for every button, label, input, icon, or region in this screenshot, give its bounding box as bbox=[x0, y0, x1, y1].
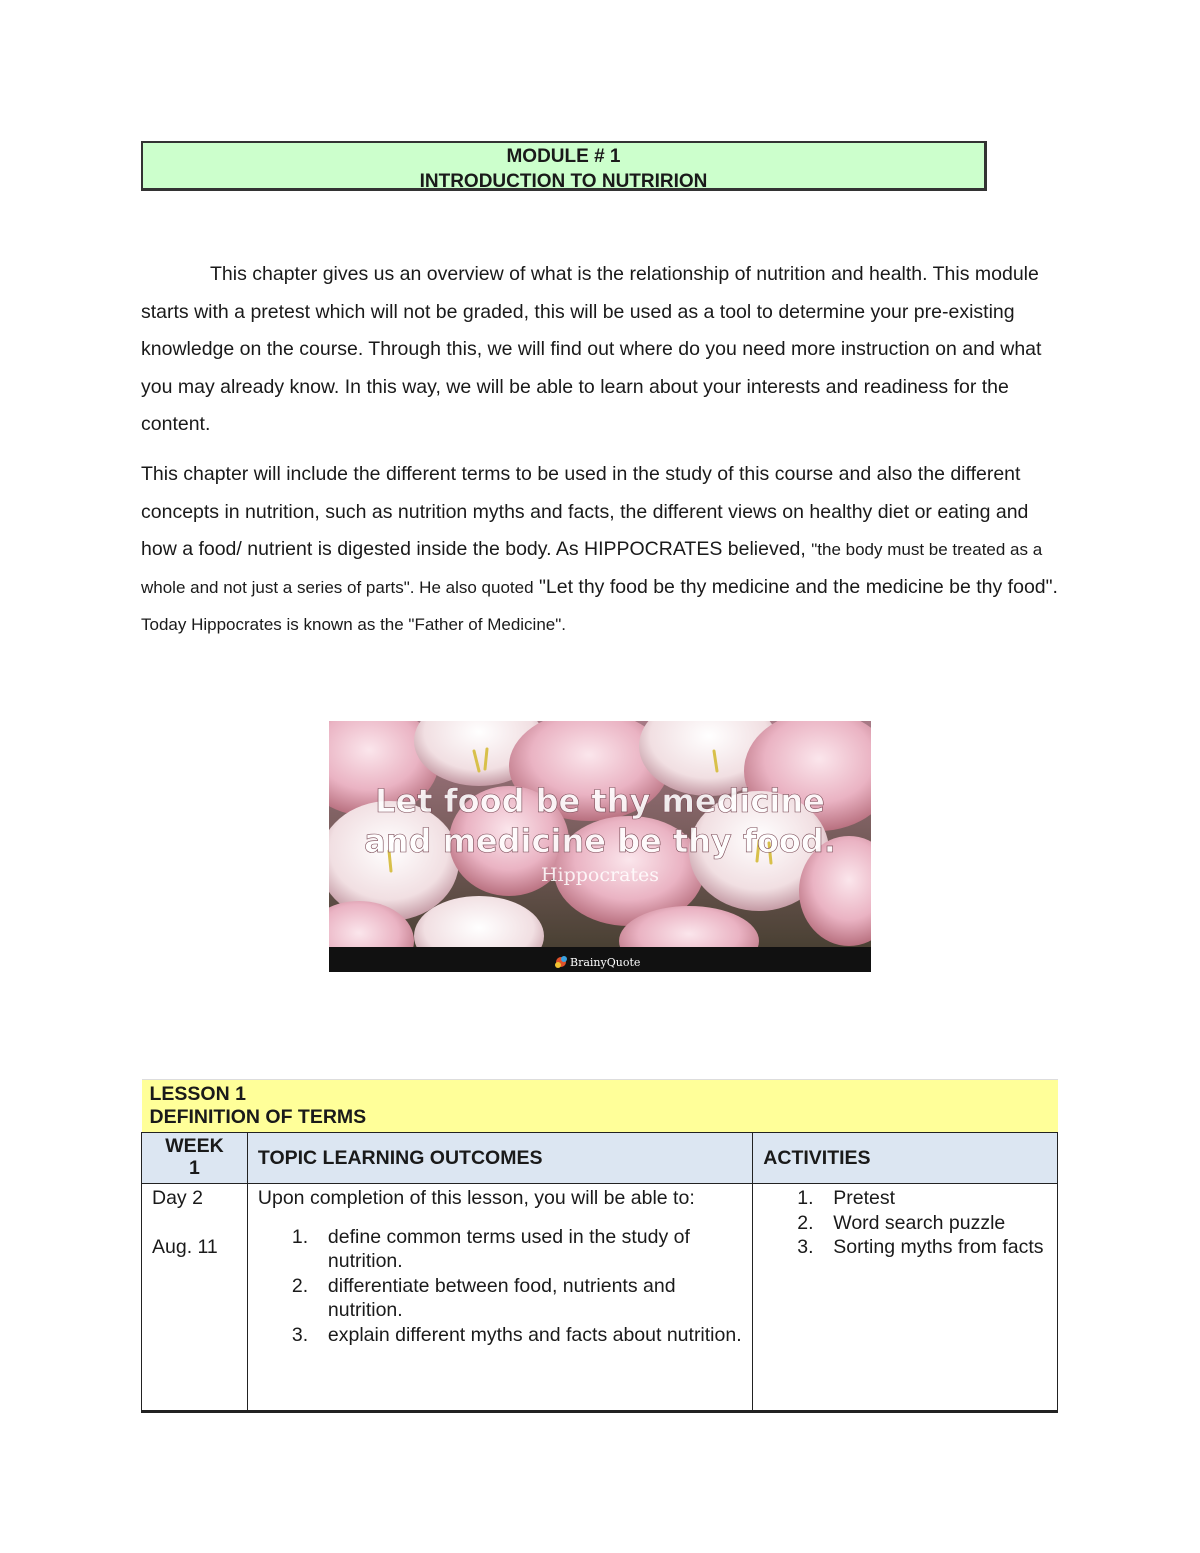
quote-line-1: Let food be thy medicine bbox=[375, 782, 825, 820]
activities-header: ACTIVITIES bbox=[753, 1133, 1058, 1184]
schedule-cell bbox=[142, 1184, 248, 1412]
hippocrates-quote-image bbox=[329, 721, 871, 972]
activities-cell bbox=[753, 1184, 1058, 1412]
father-of-medicine-text: Today Hippocrates is known as the "Father of Medicine". bbox=[141, 615, 566, 634]
list-item: 2. differentiate between food, nutrients and nutrition. bbox=[291, 1274, 676, 1321]
quote-author: Hippocrates bbox=[540, 864, 660, 886]
module-title-box bbox=[141, 141, 987, 191]
lesson-title: DEFINITION OF TERMS bbox=[149, 1106, 367, 1128]
module-number: MODULE # 1 bbox=[506, 146, 621, 167]
module-title: INTRODUCTION TO NUTRIRION bbox=[419, 171, 708, 192]
activities-list bbox=[763, 1186, 1047, 1260]
list-item: 1. Pretest bbox=[797, 1187, 896, 1209]
concepts-text: This chapter will include the different terms to be used in the study of this course and also the different concepts in nutrition, such as nutrition myths and facts, the different views on healthy diet or eating and how a food/ nutrient is digested inside the body. As HIPPOCRATES believed, bbox=[141, 463, 1029, 560]
lesson-table bbox=[141, 1079, 1058, 1413]
outcomes-list bbox=[258, 1225, 742, 1348]
hippocrates-belief-quote: "the body must be treated as a whole and not just a series of parts". He also quoted bbox=[141, 540, 1043, 597]
day-label: Day 2 bbox=[152, 1187, 203, 1209]
lesson-header bbox=[142, 1080, 1058, 1133]
outcomes-header: TOPIC LEARNING OUTCOMES bbox=[247, 1133, 752, 1184]
quote-line-2: and medicine be thy food. bbox=[364, 822, 836, 860]
week-header: WEEK 1 bbox=[142, 1133, 248, 1184]
concepts-paragraph bbox=[141, 456, 1061, 644]
intro-paragraph bbox=[141, 256, 1061, 444]
list-item: 3. Sorting myths from facts bbox=[797, 1236, 1044, 1258]
svg-text:BrainyQuote: BrainyQuote bbox=[570, 956, 641, 969]
lesson-label: LESSON 1 bbox=[149, 1083, 246, 1105]
list-item: 3. explain different myths and facts about nutrition. bbox=[291, 1323, 742, 1346]
outcomes-intro: Upon completion of this lesson, you will be able to: bbox=[257, 1187, 695, 1209]
list-item: 2. Word search puzzle bbox=[797, 1211, 1006, 1234]
outcomes-cell bbox=[247, 1184, 752, 1412]
intro-paragraph-text: This chapter gives us an overview of what is the relationship of nutrition and health. This module starts with a pretest which will not be graded, this will be used as a tool to determine your pre-existing knowledge on the course. Through this, we will find out where do you need more instruction on and what you may already know. In this way, we will be able to learn about your interests and readiness for the content. bbox=[141, 263, 1042, 435]
tulip-photo bbox=[329, 721, 871, 972]
list-item: 1. define common terms used in the study of nutrition. bbox=[291, 1225, 690, 1272]
hippocrates-food-quote: "Let thy food be thy medicine and the medicine be thy food". bbox=[538, 575, 1058, 598]
date-label: Aug. 11 bbox=[152, 1235, 218, 1258]
